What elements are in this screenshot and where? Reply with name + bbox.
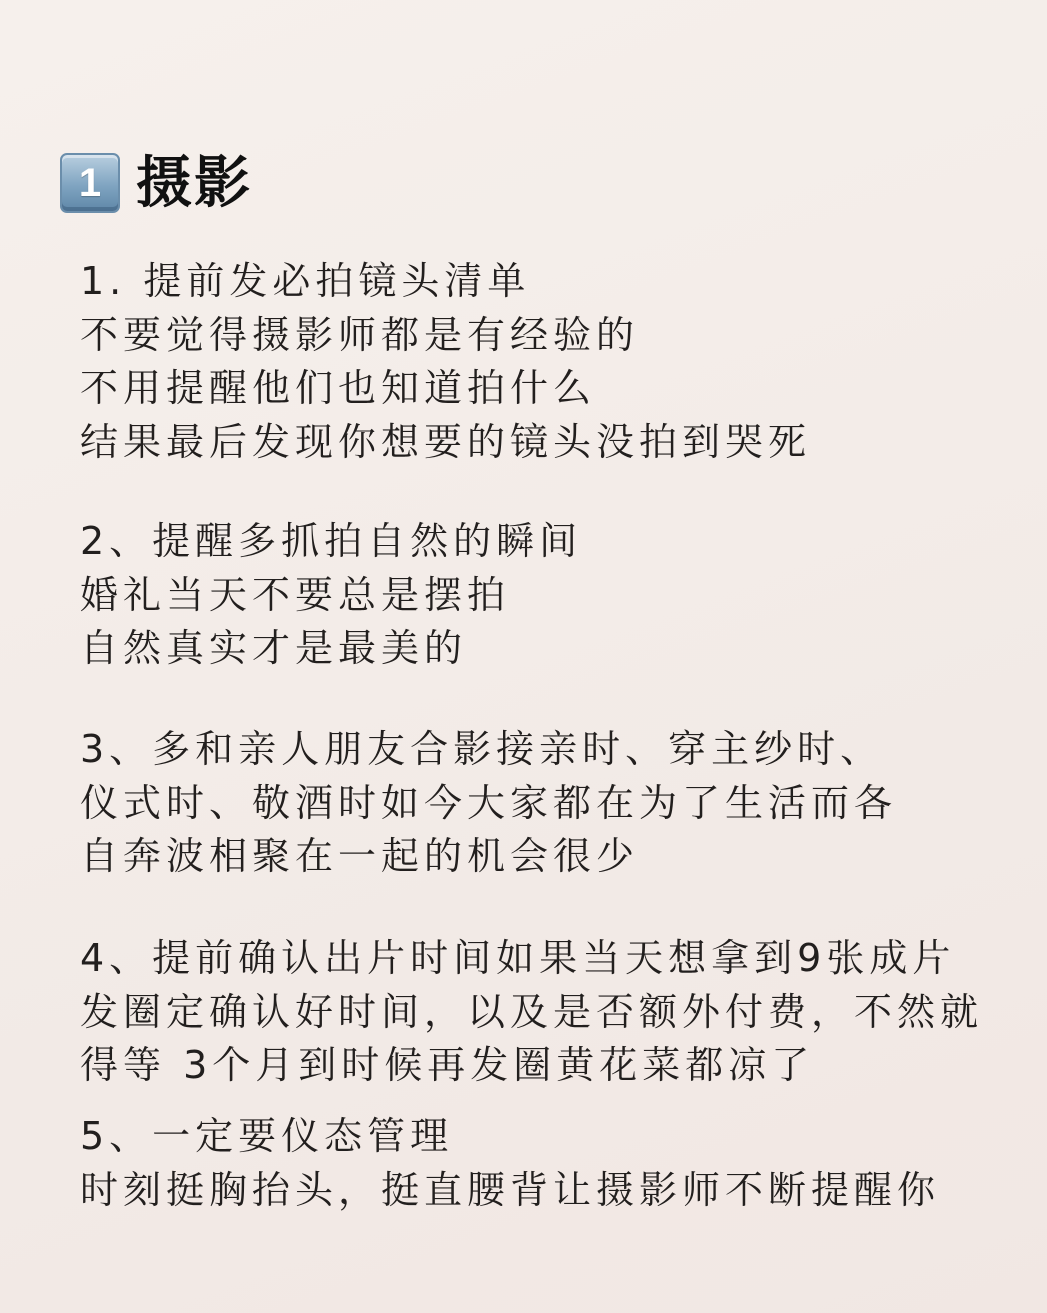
tip-1 <box>80 255 1007 469</box>
tip-text: 仪式时、敬酒时如今大家都在为了生活而各 <box>80 780 898 825</box>
tip-text: 得等 3个月到时候再发圈黄花菜都凉了 <box>80 1043 815 1087</box>
tip-text: 不要觉得摄影师都是有经验的 <box>80 312 640 357</box>
tip-text: 自然真实才是最美的 <box>80 626 468 670</box>
tip-text: 不用提醒他们也知道拍什么 <box>80 366 597 410</box>
tip-4 <box>80 932 1007 1093</box>
tip-3 <box>80 723 1007 884</box>
tip-heading: 1. 提前发必拍镜头清单 <box>80 259 531 303</box>
tip-text: 结果最后发现你想要的镜头没拍到哭死 <box>80 419 812 464</box>
keycap-number-icon: 1 <box>60 153 120 213</box>
tip-2 <box>80 515 1007 676</box>
tip-heading: 3、多和亲人朋友合影接亲时、穿主纱时、 <box>80 727 884 771</box>
tip-text: 婚礼当天不要总是摆拍 <box>80 572 511 617</box>
tip-text: 时刻挺胸抬头，挺直腰背让摄影师不断提醒你 <box>80 1167 941 1212</box>
tip-text: 自奔波相聚在一起的机会很少 <box>80 834 640 878</box>
tip-5 <box>80 1110 1007 1217</box>
tip-text: 发圈定确认好时间，以及是否额外付费，不然就 <box>80 989 984 1034</box>
page-title: 摄影 <box>136 150 252 216</box>
tip-heading: 4、提前确认出片时间如果当天想拿到9张成片 <box>80 936 956 980</box>
tip-heading: 2、提醒多抓拍自然的瞬间 <box>80 519 583 563</box>
tip-heading: 5、一定要仪态管理 <box>80 1114 454 1158</box>
section-title <box>60 150 252 216</box>
